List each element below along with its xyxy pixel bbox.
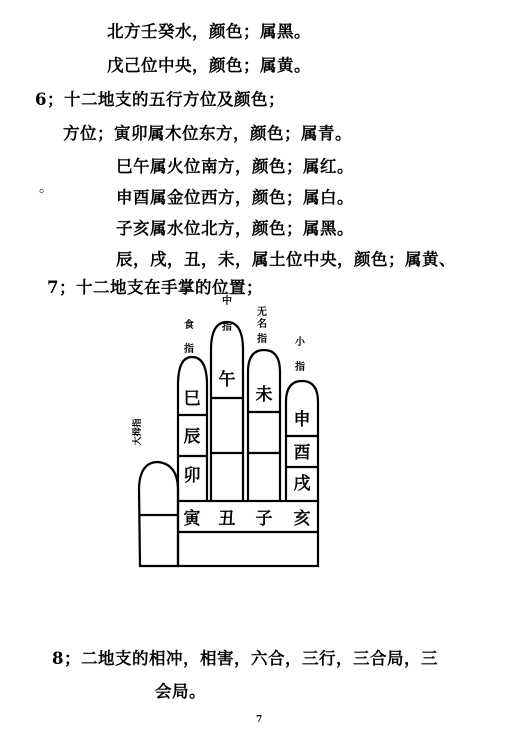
text-line-1: 北方壬癸水，颜色；属黑。 [107,22,311,41]
section-7-heading: 7；十二地支在手掌的位置； [47,278,263,297]
thumb-label: 大拇指 [133,418,143,446]
branch-zi: 子 [255,509,273,529]
ring-label-1: 无 [257,307,267,318]
branch-chou: 丑 [218,509,236,529]
branch-you: 酉 [293,443,311,463]
branch-chen: 辰 [183,427,201,447]
branch-shen: 申 [293,410,311,430]
branch-mao: 卯 [183,466,201,486]
branch-xu: 戌 [293,474,311,494]
index-label-2: 指 [184,344,194,355]
text-line-11: 会局。 [155,682,206,701]
little-label-1: 小 [295,337,305,348]
text-line-7: 子亥属水位北方，颜色；属黑。 [116,219,354,238]
middle-finger-outline [211,322,243,501]
text-line-8: 辰，戌，丑，未，属土位中央，颜色；属黄、 [116,250,456,269]
branch-yin: 寅 [183,509,201,529]
middle-label-2: 指 [222,322,232,333]
bullet-mark: 。 [39,180,53,196]
ring-label-2: 名 [257,319,267,330]
middle-label-1: 中 [222,296,232,307]
ring-label-3: 指 [257,334,267,345]
branch-hai: 亥 [293,509,311,529]
section-6-heading: 6；十二地支的五行方位及颜色； [35,90,285,109]
page-number: 7 [256,715,263,725]
text-line-4: 方位；寅卯属木位东方，颜色；属青。 [63,124,352,143]
branch-si: 巳 [183,389,201,409]
section-8-heading: 8；二地支的相冲，相害，六合，三行，三合局，三 [52,649,438,668]
text-line-2: 戊己位中央，颜色；属黄。 [107,56,311,75]
little-label-2: 指 [295,362,305,373]
branch-wei: 未 [255,385,273,405]
text-line-5: 巳午属火位南方，颜色；属红。 [116,157,354,176]
text-line-6: 申酉属金位西方，颜色；属白。 [116,188,354,207]
index-label-1: 食 [184,320,194,331]
ring-finger-outline [248,350,280,501]
branch-wu: 午 [218,370,236,390]
